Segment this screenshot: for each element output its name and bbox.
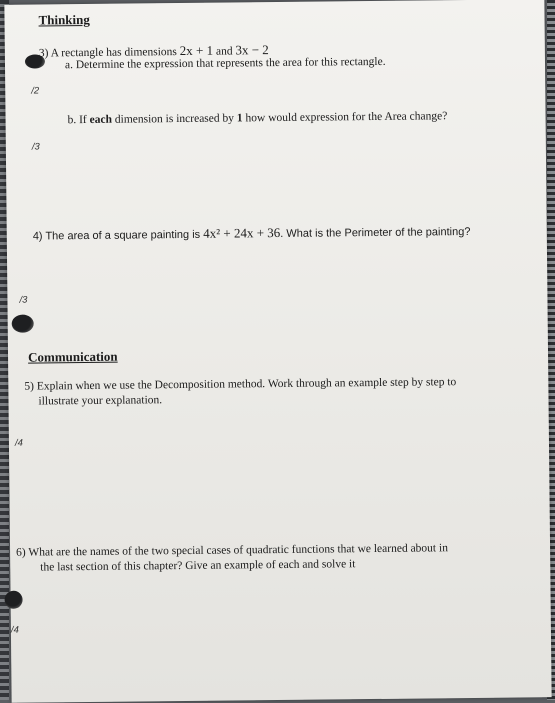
q3b-each: each [89, 113, 113, 126]
and-word: and [215, 45, 233, 58]
mark-6: /4 [10, 624, 19, 636]
question-3b [68, 110, 448, 126]
question-4 [33, 223, 471, 244]
punch-hole-3 [4, 591, 22, 609]
q3b-mid: dimension is increased by [114, 112, 235, 126]
q3b-prefix: b. If [67, 113, 87, 127]
q3b-suffix: how would expression for the Area change? [245, 110, 448, 125]
section-heading-communication: Communication [27, 348, 118, 365]
question-3-number: 3) [38, 47, 49, 60]
q4-suffix: . What is the Perimeter of the painting? [280, 225, 471, 240]
question-3a: a. Determine the expression that represents the area for this rectangle. [64, 55, 386, 72]
question-5-line1: 5) Explain when we use the Decomposition method. Work through an example step by step to [24, 376, 457, 393]
dimension-2: 3x − 2 [235, 42, 269, 58]
mark-4: /3 [19, 294, 28, 306]
question-3-text: A rectangle has dimensions [50, 46, 177, 60]
section-heading-thinking: Thinking [38, 11, 90, 28]
dimension-1: 2x + 1 [179, 42, 214, 59]
question-6-line1: 6) What are the names of the two special cases of quadratic functions that we learned about in [16, 542, 448, 559]
mark-3b: /3 [31, 141, 40, 153]
mark-5: /4 [14, 437, 23, 449]
mark-3a: /2 [31, 85, 40, 97]
q4-prefix: 4) The area of a square painting is [32, 228, 201, 243]
q3b-one: 1 [236, 112, 243, 125]
question-5-line2: illustrate your explanation. [38, 394, 163, 408]
worksheet-page [4, 0, 551, 703]
question-6-line2: the last section of this chapter? Give an example of each and solve it [40, 558, 356, 574]
punch-hole-2 [12, 315, 34, 333]
q4-expression: 4x² + 24x + 36 [203, 224, 281, 241]
